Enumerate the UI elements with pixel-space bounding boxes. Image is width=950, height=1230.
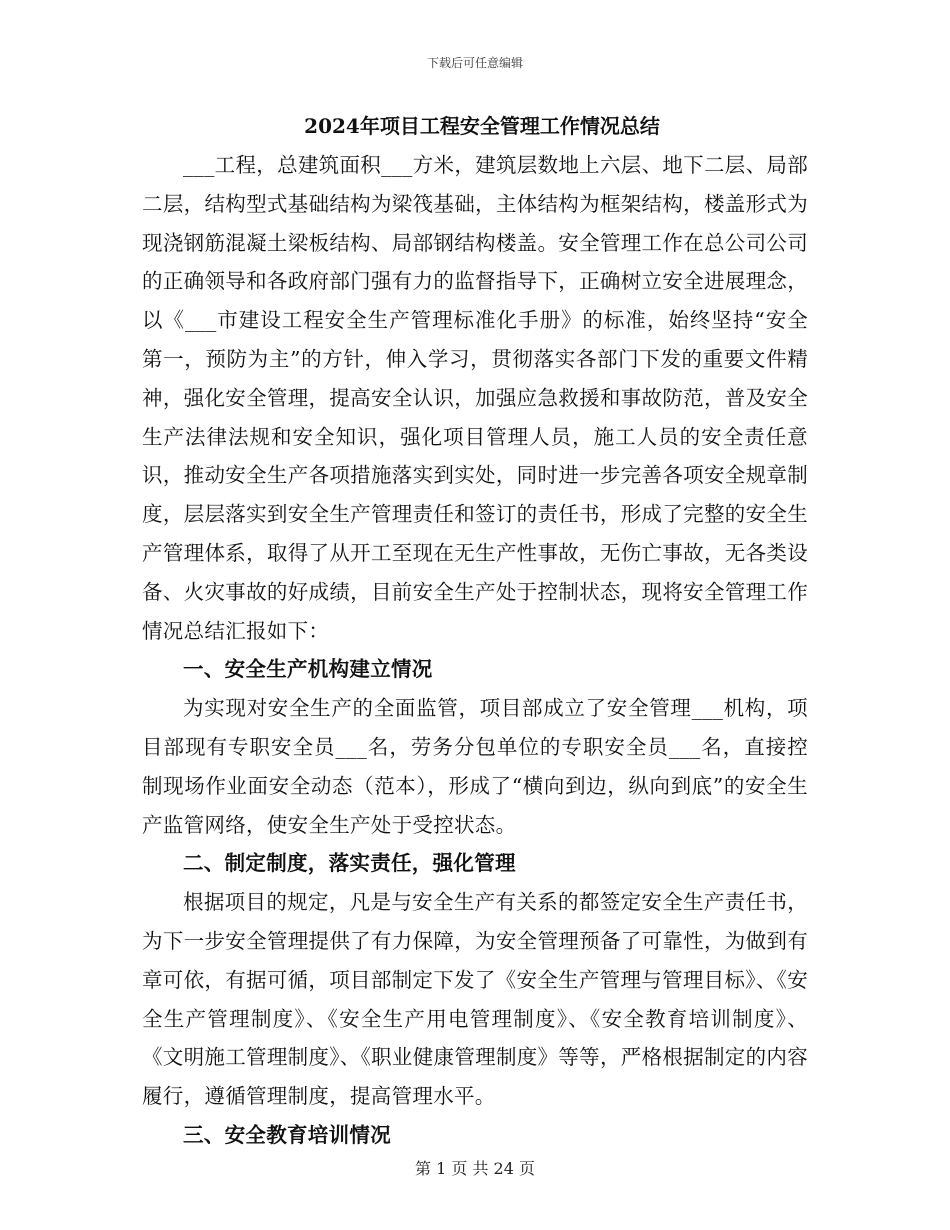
document-body [142,106,808,1155]
document-title: 2024年项目工程安全管理工作情况总结 [304,114,660,138]
page-indicator: 第 1 页 共 24 页 [415,1159,535,1178]
section-2-paragraph: 根据项目的规定，凡是与安全生产有关系的都签定安全生产责任书，为下一步安全管理提供了有力保障，为安全管理预备了可靠性，为做到有章可依，有据可循，项目部制定下发了《安全生产管理与管理目标》、《安全生产管理制度》、《安全生产用电管理制度》、《安全教育培训制度》、《文明施工管理制度》、《职业健康管理制度》等等，严格根据制定的内容履行，遵循管理制度，提高管理水平。 [142,890,808,1109]
section-1-paragraph: 为实现对安全生产的全面监管，项目部成立了安全管理___机构，项目部现有专职安全员___名，劳务分包单位的专职安全员___名，直接控制现场作业面安全动态（范本），形成了“横向到边，纵向到底”的安全生产监管网络，使安全生产处于受控状态。 [142,696,808,837]
intro-paragraph: ___工程，总建筑面积___方米，建筑层数地上六层、地下二层、局部二层，结构型式基础结构为梁筏基础，主体结构为框架结构，楼盖形式为现浇钢筋混凝土梁板结构、局部钢结构楼盖。安全管理工作在总公司公司的正确领导和各政府部门强有力的监督指导下，正确树立安全进展理念，以《___市建设工程安全生产管理标准化手册》的标准，始终坚持“安全第一，预防为主”的方针，伸入学习，贯彻落实各部门下发的重要文件精神，强化安全管理，提高安全认识，加强应急救援和事故防范，普及安全生产法律法规和安全知识，强化项目管理人员，施工人员的安全责任意识，推动安全生产各项措施落实到实处，同时进一步完善各项安全规章制度，层层落实到安全生产管理责任和签订的责任书，形成了完整的安全生产管理体系，取得了从开工至现在无生产性事故，无伤亡事故，无各类设备、火灾事故的好成绩，目前安全生产处于控制状态，现将安全管理工作情况总结汇报如下： [142,153,808,643]
section-1-heading: 一、安全生产机构建立情况 [183,657,433,682]
header-note: 下载后可任意编辑 [426,56,523,70]
section-3-heading: 三、安全教育培训情况 [183,1122,391,1147]
section-2-heading: 二、制定制度，落实责任，强化管理 [183,851,516,876]
